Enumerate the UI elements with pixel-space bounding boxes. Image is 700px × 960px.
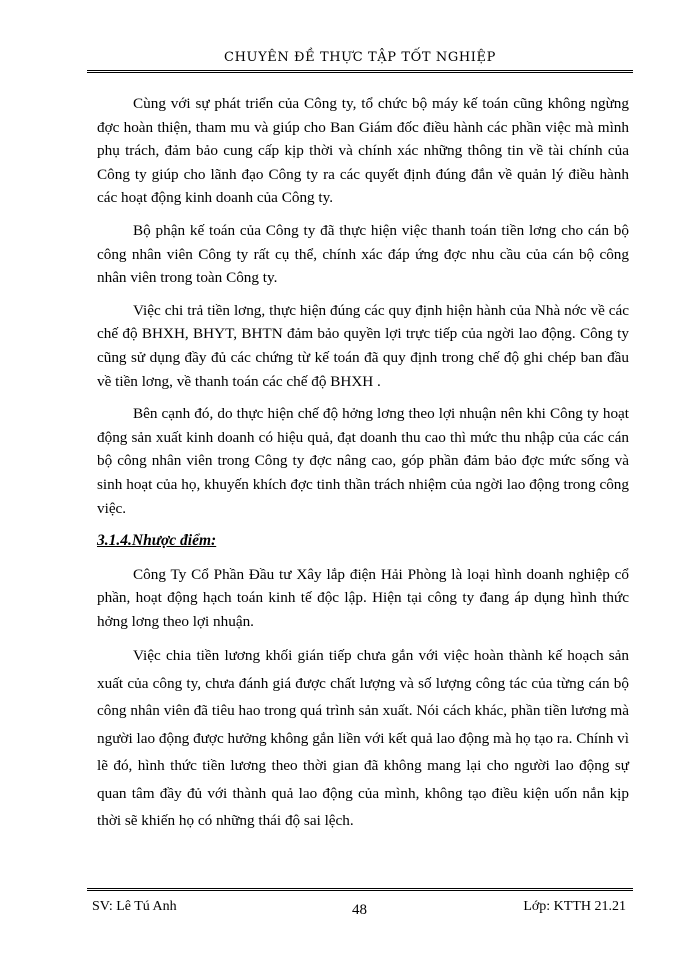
paragraph: Việc chia tiền lương khối gián tiếp chưa gắn với việc hoàn thành kế hoạch sản xuất của công ty, chưa đánh giá được chất lượng và số lượng công tác của từng cán bộ công nhân viên đã tiêu hao trong quá trình sản xuất. Nói cách khác, phần tiền lương mà người lao động được hưởng không gắn liền với kết quả lao động mà họ tạo ra. Chính vì lẽ đó, hình thức tiền lương theo thời gian đã không mang lại cho người lao động sự quan tâm đầy đủ với thành quả lao động của mình, không tạo điều kiện uốn nắn kịp thời sẽ khiến họ có những thái độ sai lệch.	[97, 647, 629, 830]
paragraph: Cùng với sự phát triển của Công ty, tổ chức bộ máy kế toán cũng không ngừng đợc hoàn thiện, tham mu và giúp cho Ban Giám đốc điều hành các phần việc mà mình phụ trách, đảm bảo cung cấp kịp thời và chính xác những thông tin về tài chính của Công ty giúp cho lãnh đạo Công ty ra các quyết định đúng đắn về quản lý điều hành các hoạt động kinh doanh của Công ty.	[97, 95, 629, 207]
document-body	[97, 92, 629, 844]
student-name: SV: Lê Tú Anh	[92, 899, 177, 914]
paragraph: Công Ty Cổ Phần Đầu tư Xây lắp điện Hải Phòng là loại hình doanh nghiệp cổ phần, hoạt động hạch toán kinh tế độc lập. Hiện tại công ty đang áp dụng hình thức hởng lơng theo lợi nhuận.	[97, 565, 629, 630]
paragraph: Bên cạnh đó, do thực hiện chế độ hởng lơng theo lợi nhuận nên khi Công ty hoạt động sản xuất kinh doanh có hiệu quả, đạt doanh thu cao thì mức thu nhập của các cán bộ công nhân viên trong Công ty đợc nâng cao, góp phần đảm bảo đợc mức sống và sinh hoạt của họ, khuyến khích đợc tinh thần trách nhiệm của ngời lao động trong công việc.	[97, 405, 629, 517]
footer-divider	[87, 888, 633, 891]
header-divider	[87, 70, 633, 73]
paragraph: Bộ phận kế toán của Công ty đã thực hiện việc thanh toán tiền lơng cho cán bộ công nhân viên Công ty rất cụ thể, chính xác đáp ứng đợc nhu cầu của cán bộ công nhân viên trong toàn Công ty.	[97, 221, 629, 287]
page-footer	[92, 899, 632, 921]
paragraph: Việc chi trả tiền lơng, thực hiện đúng các quy định hiện hành của Nhà nớc về các chế độ BHXH, BHYT, BHTN đảm bảo quyền lợi trực tiếp của ngời lao động. Công ty cũng sử dụng đầy đủ các chứng từ kế toán đã quy định trong chế độ ghi chép ban đầu về tiền lơng, về thanh toán các chế độ BHXH .	[97, 301, 629, 390]
page-number: 48	[352, 902, 367, 918]
page-header-title: CHUYÊN ĐỀ THỰC TẬP TỐT NGHIỆP	[224, 50, 496, 65]
section-heading: 3.1.4.Nhược điểm:	[97, 532, 217, 550]
class-label: Lớp: KTTH 21.21	[523, 899, 626, 914]
